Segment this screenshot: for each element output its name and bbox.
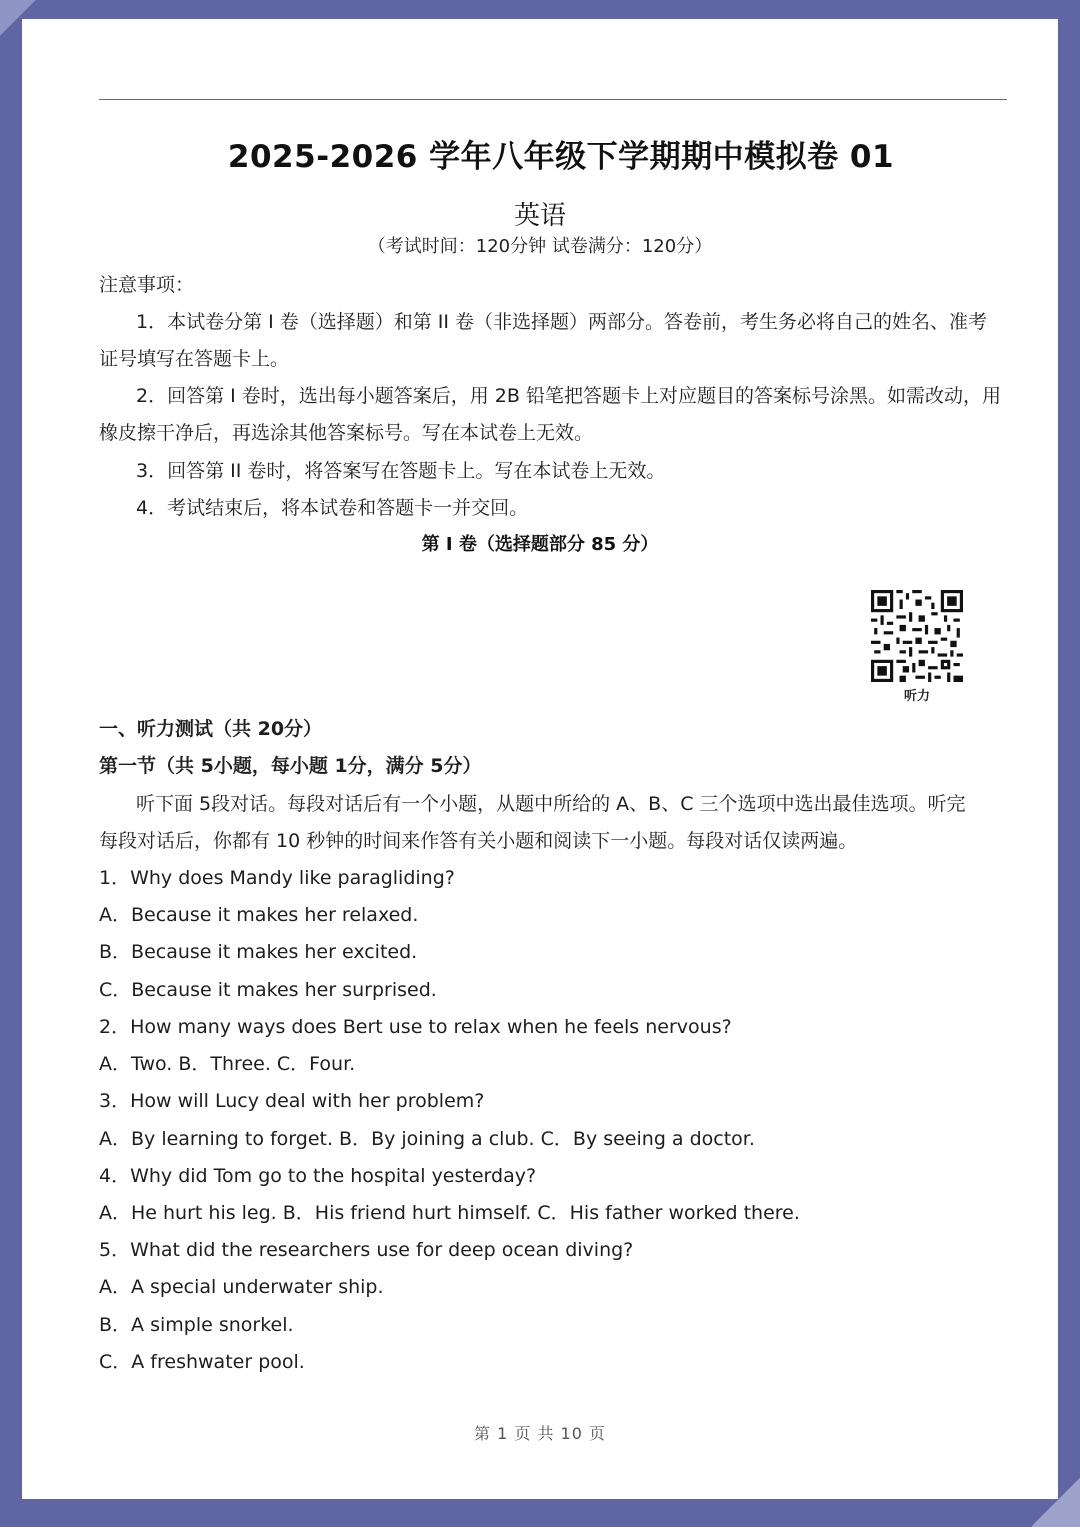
qr-code-icon[interactable]: [871, 590, 963, 682]
page-footer: 第 1 页 共 10 页: [474, 1424, 606, 1443]
listening-part-title: 一、听力测试（共 20分）: [99, 718, 323, 740]
exam-page: [22, 19, 1058, 1499]
instruction-line: 每段对话后，你都有 10 秒钟的时间来作答有关小题和阅读下一小题。每段对话仅读两遍。: [99, 830, 858, 852]
question-stem: 1．Why does Mandy like paragliding?: [99, 867, 455, 889]
note-line: 2．回答第 I 卷时，选出每小题答案后，用 2B 铅笔把答题卡上对应题目的答案标号涂黑。如需改动，用: [136, 385, 1001, 407]
subject-title: 英语: [513, 201, 566, 231]
note-line: 4．考试结束后，将本试卷和答题卡一并交回。: [136, 497, 529, 519]
notes-heading: 注意事项：: [99, 274, 195, 296]
answer-options: A．Two. B．Three. C．Four.: [99, 1053, 356, 1075]
question-stem: 2．How many ways does Bert use to relax when he feels nervous?: [99, 1016, 732, 1038]
question-stem: 3．How will Lucy deal with her problem?: [99, 1090, 485, 1112]
answer-option: C．A freshwater pool.: [99, 1351, 305, 1373]
answer-options: A．By learning to forget. B．By joining a club. C．By seeing a doctor.: [99, 1128, 755, 1150]
instruction-line: 听下面 5段对话。每段对话后有一个小题，从题中所给的 A、B、C 三个选项中选出最佳选项。听完: [136, 793, 966, 815]
note-line: 橡皮擦干净后，再选涂其他答案标号。写在本试卷上无效。: [99, 422, 594, 444]
question-stem: 5．What did the researchers use for deep ocean diving?: [99, 1239, 634, 1261]
answer-option: C．Because it makes her surprised.: [99, 979, 437, 1001]
header-rule: [99, 99, 1007, 100]
answer-option: B．A simple snorkel.: [99, 1314, 294, 1336]
question-stem: 4．Why did Tom go to the hospital yesterday?: [99, 1165, 537, 1187]
qr-label: 听力: [903, 689, 930, 704]
listening-section-title: 第一节（共 5小题，每小题 1分，满分 5分）: [99, 755, 482, 777]
exam-time-and-score: （考试时间：120分钟 试卷满分：120分）: [367, 236, 713, 257]
answer-option: B．Because it makes her excited.: [99, 941, 418, 963]
exam-title: 2025-2026 学年八年级下学期期中模拟卷 01: [227, 139, 895, 175]
note-line: 证号填写在答题卡上。: [99, 348, 290, 370]
volume-title: 第 I 卷（选择题部分 85 分）: [421, 534, 659, 555]
answer-option: A．A special underwater ship.: [99, 1276, 384, 1298]
answer-option: A．Because it makes her relaxed.: [99, 904, 419, 926]
answer-options: A．He hurt his leg. B．His friend hurt himself. C．His father worked there.: [99, 1202, 800, 1224]
note-line: 3．回答第 II 卷时，将答案写在答题卡上。写在本试卷上无效。: [136, 460, 666, 482]
note-line: 1．本试卷分第 I 卷（选择题）和第 II 卷（非选择题）两部分。答卷前，考生务必将自己的姓名、准考: [136, 311, 988, 333]
